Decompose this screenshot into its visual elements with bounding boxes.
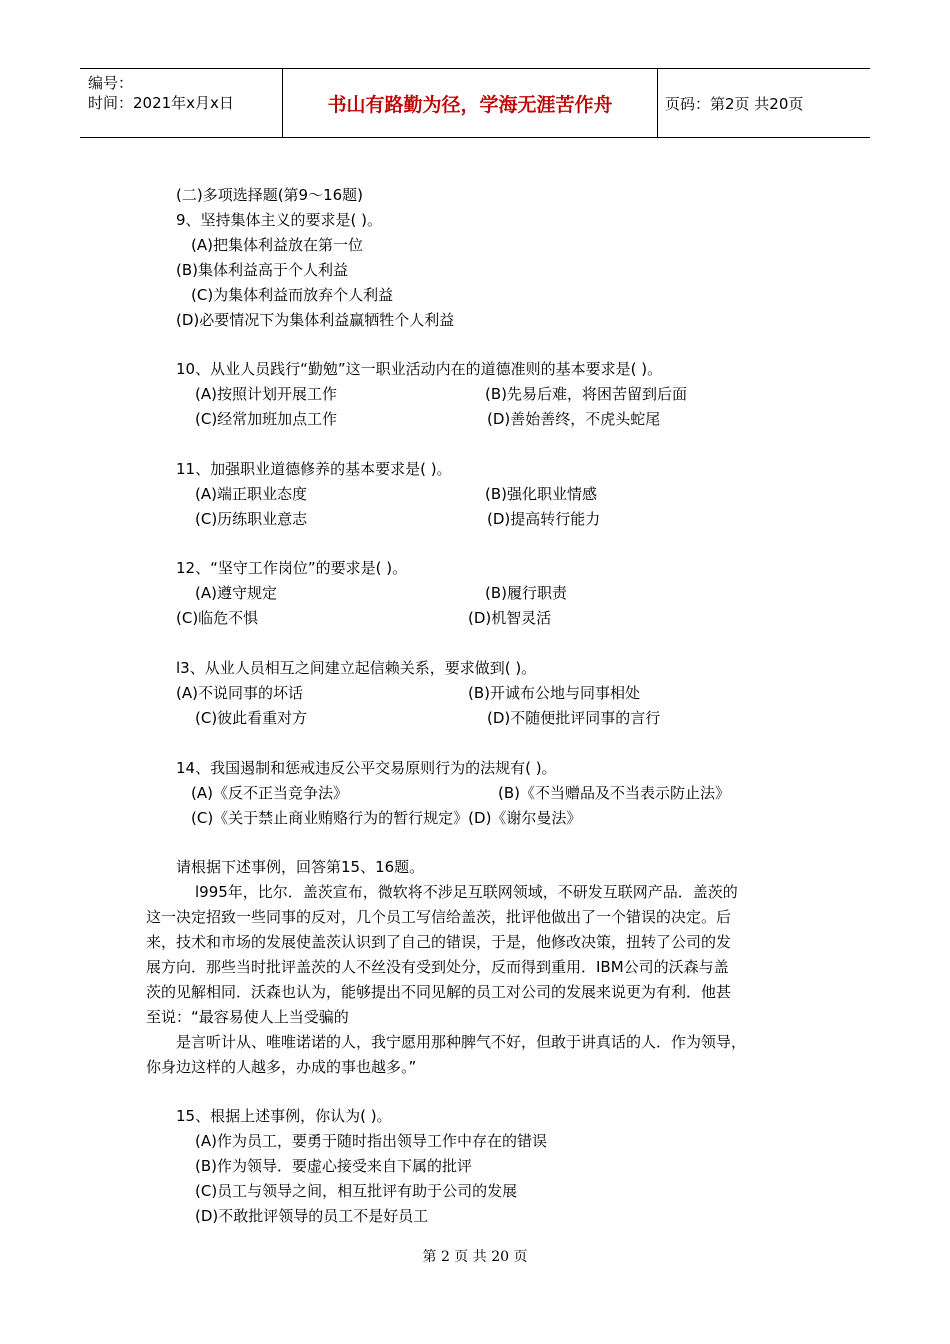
- option: (B)集体利益高于个人利益: [176, 261, 348, 279]
- option: (A)作为员工，要勇于随时指出领导工作中存在的错误: [195, 1132, 547, 1150]
- option: (A)端正职业态度: [195, 485, 307, 503]
- option: (C)彼此看重对方: [195, 709, 308, 727]
- question-stem: 12、“坚守工作岗位”的要求是( )。: [176, 559, 408, 577]
- code-label: 编号：: [88, 74, 134, 92]
- option: (B)开诚布公地与同事相处: [468, 684, 640, 702]
- question-stem: 11、加强职业道德修养的基本要求是( )。: [176, 460, 452, 478]
- time-label: 时间：2021年x月x日: [88, 94, 234, 112]
- option: (C)为集体利益而放弃个人利益: [191, 286, 394, 304]
- option: (D)机智灵活: [468, 609, 552, 627]
- option: (C)临危不惧: [176, 609, 259, 627]
- question-stem: l3、从业人员相互之间建立起信赖关系，要求做到( )。: [176, 659, 537, 677]
- case-line: 至说：“最容易使人上当受骗的: [146, 1008, 349, 1026]
- question-stem: 14、我国遏制和惩戒违反公平交易原则行为的法规有( )。: [176, 759, 557, 777]
- option: (A)按照计划开展工作: [195, 385, 337, 403]
- header-page-info: 页码：第2页 共20页: [665, 95, 804, 113]
- question-stem: 15、根据上述事例，你认为( )。: [176, 1107, 392, 1125]
- case-line: 是言听计从、唯唯诺诺的人，我宁愿用那种脾气不好，但敢于讲真话的人．作为领导，: [176, 1033, 747, 1051]
- option: (D)善始善终，不虎头蛇尾: [487, 410, 661, 428]
- case-intro: 请根据下述事例，回答第15、16题。: [176, 858, 425, 876]
- question-stem: 10、从业人员践行“勤勉”这一职业活动内在的道德准则的基本要求是( )。: [176, 360, 663, 378]
- option: (C)经常加班加点工作: [195, 410, 338, 428]
- case-line: 展方向．那些当时批评盖茨的人不丝没有受到处分，反而得到重用．IBM公司的沃森与盖: [146, 958, 729, 976]
- question-stem: 9、坚持集体主义的要求是( )。: [176, 211, 383, 229]
- option: (C)历练职业意志: [195, 510, 308, 528]
- option: (B)《不当赠品及不当表示防止法》: [498, 784, 730, 802]
- header-divider: [657, 69, 658, 137]
- option: (D)提高转行能力: [487, 510, 601, 528]
- option: (B)先易后难，将困苦留到后面: [485, 385, 687, 403]
- case-line: 来，技术和市场的发展使盖茨认识到了自己的错误，于是，他修改决策，扭转了公司的发: [146, 933, 732, 951]
- option: (A)不说同事的坏话: [176, 684, 303, 702]
- option: (C)员工与领导之间，相互批评有助于公司的发展: [195, 1182, 518, 1200]
- option: (D)不敢批评领导的员工不是好员工: [195, 1207, 429, 1225]
- option: (D)不随便批评同事的言行: [487, 709, 661, 727]
- option: (A)遵守规定: [195, 584, 277, 602]
- case-line: 这一决定招致一些同事的反对，几个员工写信给盖茨，批评他做出了一个错误的决定。后: [146, 908, 732, 926]
- header-motto: 书山有路勤为径，学海无涯苦作舟: [327, 93, 613, 116]
- option: (C)《关于禁止商业贿赂行为的暂行规定》(D)《谢尔曼法》: [191, 809, 582, 827]
- page-header: [80, 68, 870, 138]
- case-line: 你身边这样的人越多，办成的事也越多。”: [146, 1058, 417, 1076]
- header-meta: [88, 73, 234, 113]
- option: (A)《反不正当竞争法》: [191, 784, 348, 802]
- option: (D)必要情况下为集体利益赢牺牲个人利益: [176, 311, 455, 329]
- case-line: l995年，比尔．盖茨宣布，微软将不涉足互联网领域，不研发互联网产品．盖茨的: [195, 883, 738, 901]
- section-title: (二)多项选择题(第9～16题): [176, 186, 364, 204]
- option: (B)强化职业情感: [485, 485, 597, 503]
- case-line: 茨的见解相同．沃森也认为，能够提出不同见解的员工对公司的发展来说更为有利．他甚: [146, 983, 732, 1001]
- option: (A)把集体利益放在第一位: [191, 236, 363, 254]
- option: (B)作为领导．要虚心接受来自下属的批评: [195, 1157, 472, 1175]
- option: (B)履行职责: [485, 584, 567, 602]
- page-footer: 第 2 页 共 20 页: [422, 1249, 528, 1265]
